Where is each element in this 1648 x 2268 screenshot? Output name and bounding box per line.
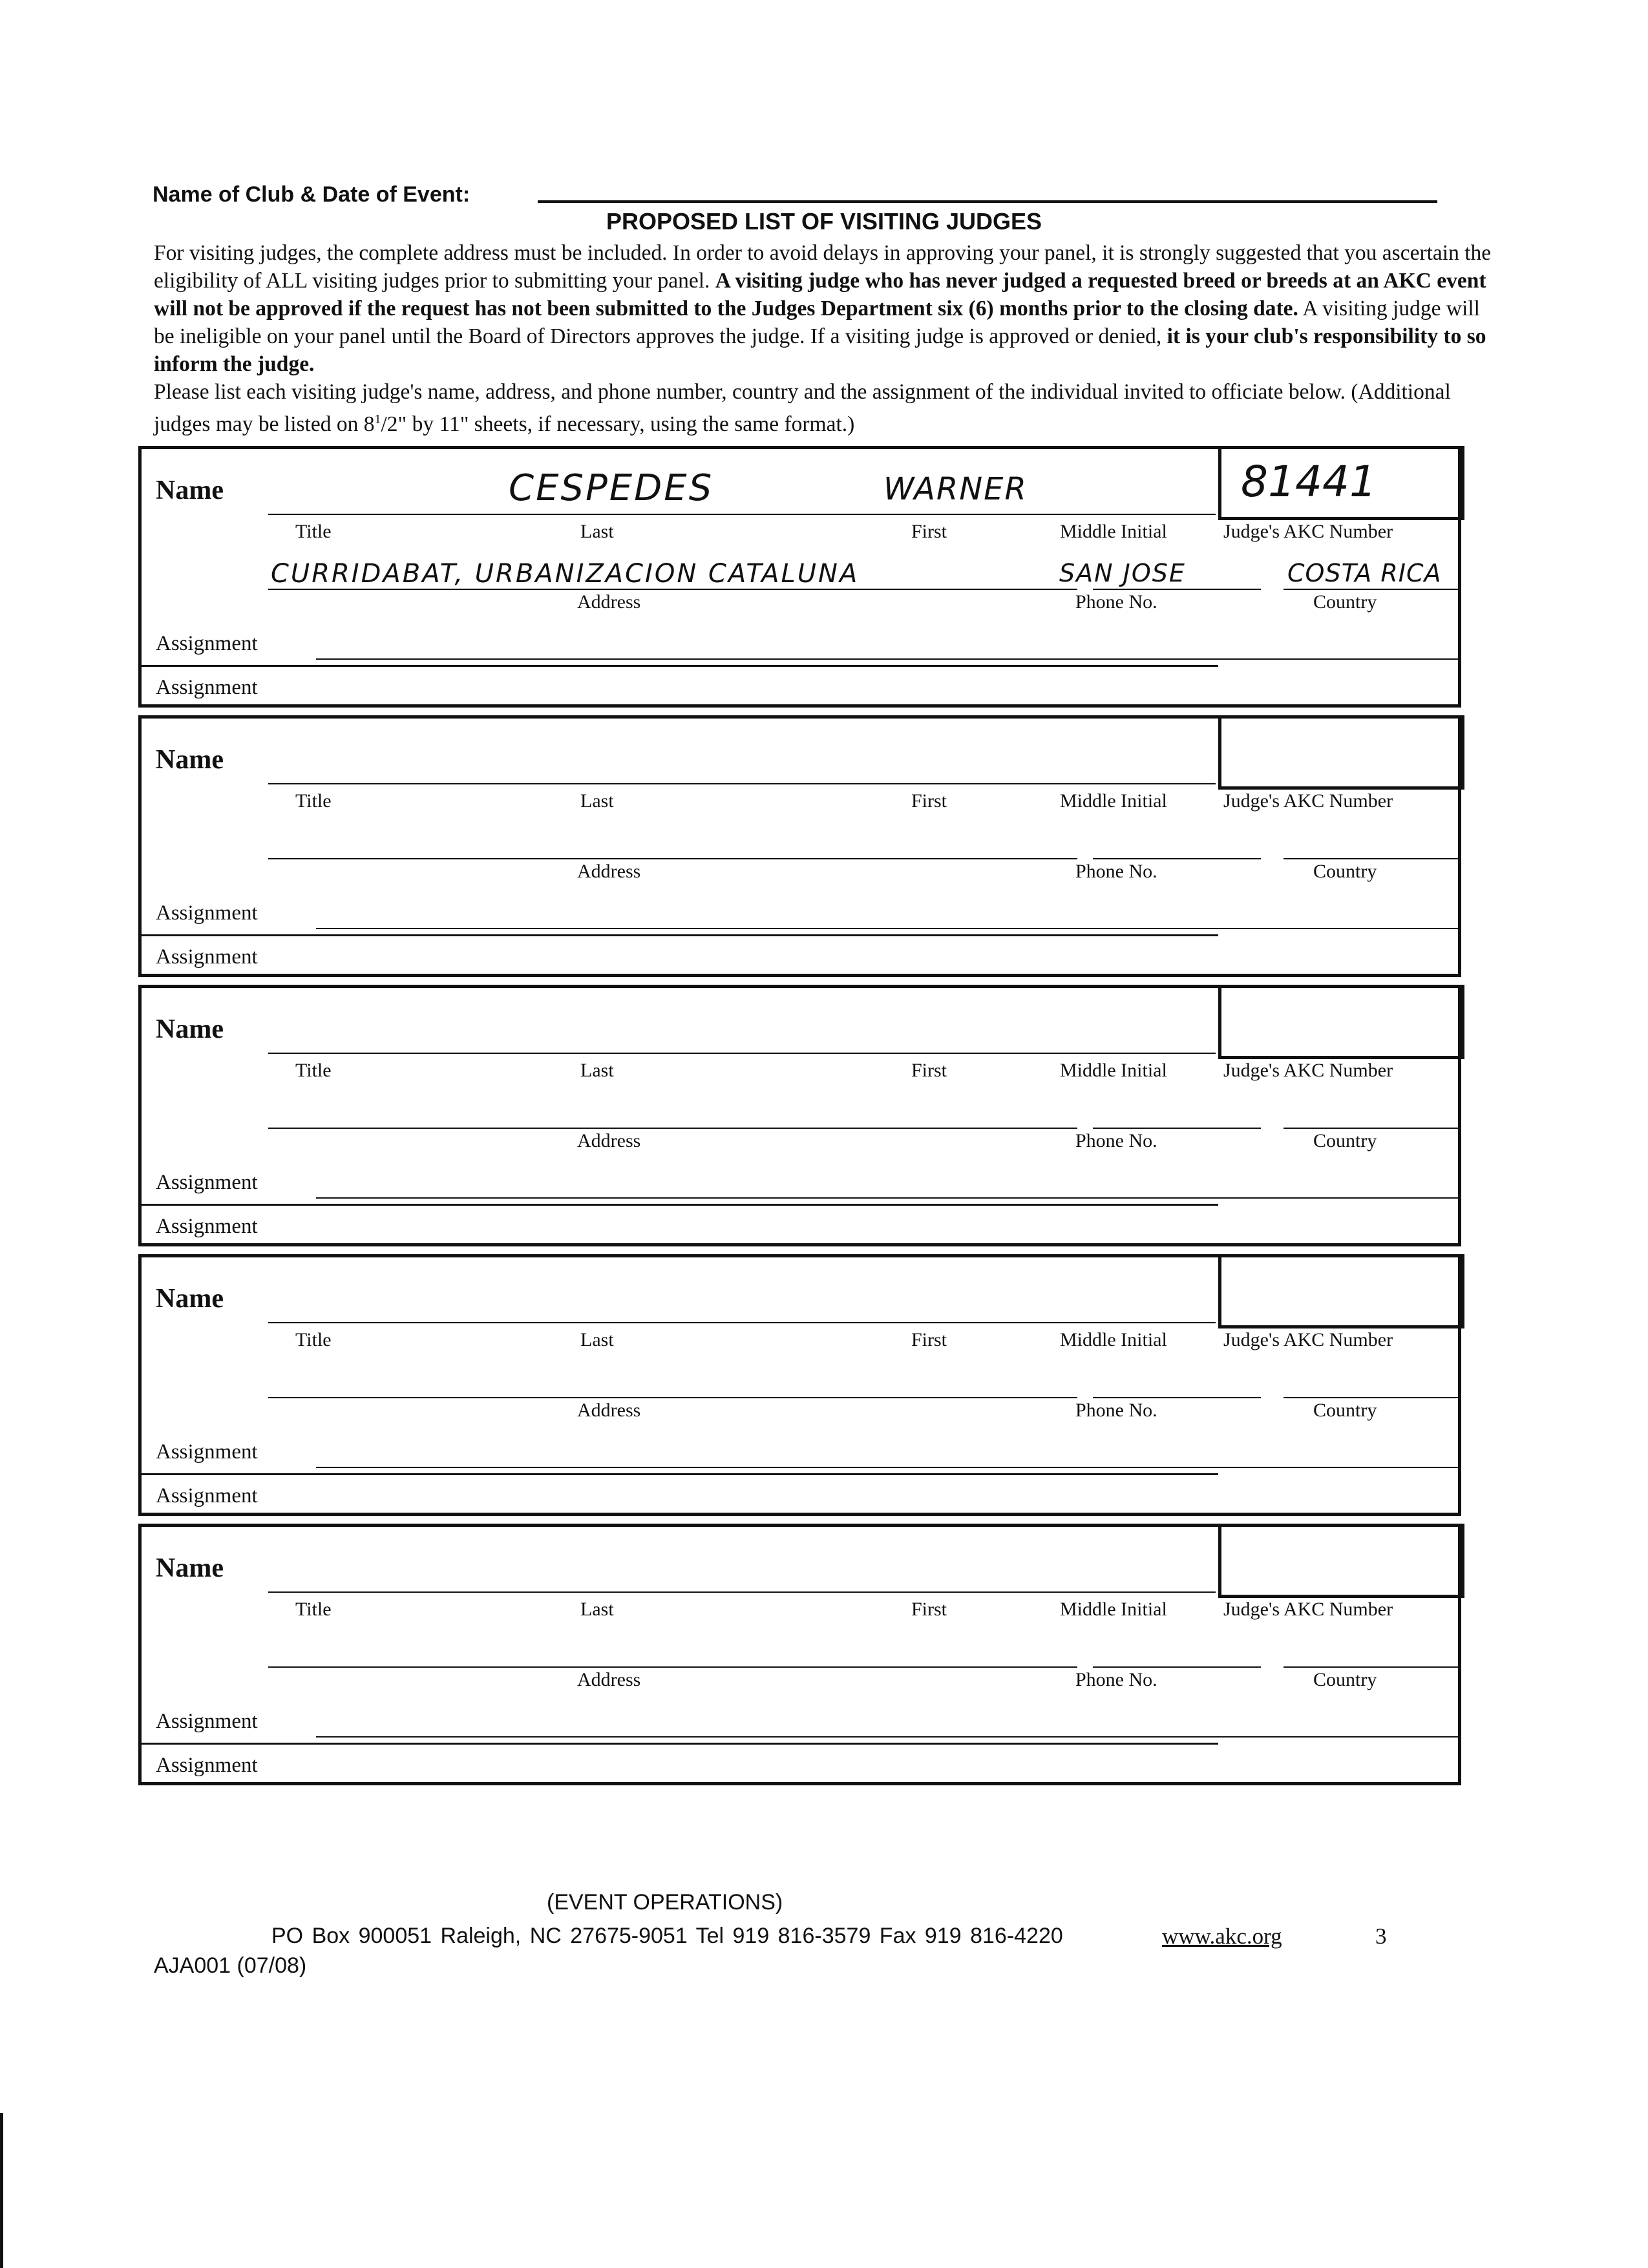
last-caption: Last	[580, 1329, 614, 1350]
first-caption: First	[911, 1329, 947, 1350]
assignment-divider	[142, 1743, 1218, 1745]
club-date-label: Name of Club & Date of Event:	[153, 182, 470, 207]
name-line[interactable]	[268, 1591, 1216, 1593]
judge-panel-1	[138, 446, 1461, 708]
phone-caption: Phone No.	[1075, 1400, 1157, 1421]
country-line[interactable]	[1284, 589, 1459, 590]
akc-number-caption: Judge's AKC Number	[1223, 1060, 1393, 1081]
title-caption: Title	[295, 790, 332, 812]
assignment-divider	[142, 1473, 1218, 1475]
name-label: Name	[156, 476, 224, 505]
country-value: COSTA RICA	[1287, 559, 1442, 587]
name-label: Name	[156, 1014, 224, 1044]
assignment-label: Assignment	[156, 676, 258, 699]
assignment-label: Assignment	[156, 1171, 258, 1194]
akc-number-box[interactable]	[1218, 1254, 1464, 1328]
akc-number-box[interactable]	[1218, 1524, 1464, 1598]
assignment-label: Assignment	[156, 901, 258, 925]
address-line[interactable]	[268, 1397, 1077, 1398]
middle-initial-caption: Middle Initial	[1060, 1060, 1167, 1081]
first-name-value: WARNER	[883, 471, 1028, 507]
assignment-label: Assignment	[156, 632, 258, 655]
country-line[interactable]	[1284, 1666, 1459, 1668]
fraction-numerator: 1	[374, 412, 381, 426]
assignment-line[interactable]	[316, 1197, 1461, 1199]
country-line[interactable]	[1284, 858, 1459, 859]
phone-line[interactable]	[1093, 1128, 1261, 1129]
footer-department: (EVENT OPERATIONS)	[547, 1890, 783, 1915]
address-caption: Address	[577, 861, 641, 882]
address-line[interactable]	[268, 589, 1077, 590]
phone-line[interactable]	[1093, 589, 1261, 590]
judge-panel-2	[138, 715, 1461, 977]
instructions-bold-text: A visiting judge who has never judged a requested breed or breeds at an AKC event will not be approved if the request has not been submitted to the Judges Department six (6) months prior to the closing date.	[154, 269, 1486, 320]
last-caption: Last	[580, 1599, 614, 1620]
middle-initial-caption: Middle Initial	[1060, 1599, 1167, 1620]
first-caption: First	[911, 790, 947, 812]
instructions-text: Please list each visiting judge's name, address, and phone number, country and the assignment of the individual invited to officiate below. (Additional judges may be listed on 8	[154, 380, 1451, 437]
assignment-line[interactable]	[316, 1736, 1461, 1738]
phone-value: SAN JOSE	[1059, 559, 1186, 587]
akc-number-value: 81441	[1241, 457, 1377, 507]
name-line[interactable]	[268, 1322, 1216, 1323]
instructions	[154, 239, 1501, 438]
name-line[interactable]	[268, 514, 1216, 515]
address-line[interactable]	[268, 1128, 1077, 1129]
judge-panel-5	[138, 1524, 1461, 1785]
instructions-paragraph-1	[154, 239, 1501, 378]
akc-number-caption: Judge's AKC Number	[1223, 521, 1393, 542]
country-line[interactable]	[1284, 1397, 1459, 1398]
instructions-text: For visiting judges, the complete address must be included. In order to avoid delays in approving your panel, it is strongly suggested that you ascertain the eligibility of ALL visiting judges prior to submitting your panel.	[154, 241, 1492, 293]
last-caption: Last	[580, 790, 614, 812]
first-caption: First	[911, 1060, 947, 1081]
middle-initial-caption: Middle Initial	[1060, 790, 1167, 812]
country-caption: Country	[1313, 1130, 1377, 1151]
middle-initial-caption: Middle Initial	[1060, 1329, 1167, 1350]
judge-panel-3	[138, 985, 1461, 1246]
assignment-divider	[142, 665, 1218, 667]
assignment-label: Assignment	[156, 1484, 258, 1507]
name-line[interactable]	[268, 783, 1216, 784]
address-line[interactable]	[268, 1666, 1077, 1668]
akc-number-box[interactable]	[1218, 985, 1464, 1059]
instructions-paragraph-2	[154, 378, 1501, 438]
country-caption: Country	[1313, 1400, 1377, 1421]
instructions-bold-text: it is your club's responsibility to so inform the judge.	[154, 324, 1486, 376]
assignment-divider	[142, 934, 1218, 936]
akc-number-caption: Judge's AKC Number	[1223, 1329, 1393, 1350]
phone-caption: Phone No.	[1075, 591, 1157, 613]
document-title: PROPOSED LIST OF VISITING JUDGES	[606, 208, 1042, 235]
akc-number-caption: Judge's AKC Number	[1223, 790, 1393, 812]
middle-initial-caption: Middle Initial	[1060, 521, 1167, 542]
assignment-line[interactable]	[316, 658, 1461, 660]
title-caption: Title	[295, 1599, 332, 1620]
phone-line[interactable]	[1093, 858, 1261, 859]
last-caption: Last	[580, 521, 614, 542]
footer-website-link[interactable]: www.akc.org	[1162, 1924, 1282, 1949]
judge-panel-4	[138, 1254, 1461, 1516]
first-caption: First	[911, 521, 947, 542]
address-caption: Address	[577, 1130, 641, 1151]
phone-caption: Phone No.	[1075, 861, 1157, 882]
last-name-value: CESPEDES	[509, 467, 714, 509]
assignment-label: Assignment	[156, 1754, 258, 1777]
akc-number-box[interactable]	[1218, 715, 1464, 790]
club-date-field[interactable]	[538, 200, 1437, 203]
country-caption: Country	[1313, 861, 1377, 882]
assignment-label: Assignment	[156, 1440, 258, 1464]
assignment-label: Assignment	[156, 945, 258, 969]
assignment-label: Assignment	[156, 1215, 258, 1238]
country-caption: Country	[1313, 1669, 1377, 1690]
assignment-label: Assignment	[156, 1710, 258, 1733]
country-caption: Country	[1313, 591, 1377, 613]
assignment-line[interactable]	[316, 1467, 1461, 1468]
name-label: Name	[156, 1553, 224, 1583]
footer-contact: PO Box 900051 Raleigh, NC 27675-9051 Tel 919 816-3579 Fax 919 816-4220	[271, 1924, 1063, 1948]
instructions-text: A visiting judge will be ineligible on your panel until the Board of Directors approves the judge. If a visiting judge is approved or denied,	[154, 297, 1480, 348]
address-caption: Address	[577, 1400, 641, 1421]
address-line[interactable]	[268, 858, 1077, 859]
title-caption: Title	[295, 1060, 332, 1081]
address-caption: Address	[577, 591, 641, 613]
phone-caption: Phone No.	[1075, 1130, 1157, 1151]
last-caption: Last	[580, 1060, 614, 1081]
assignment-line[interactable]	[316, 928, 1461, 929]
phone-line[interactable]	[1093, 1397, 1261, 1398]
instructions-text: /2" by 11" sheets, if necessary, using the same format.)	[381, 412, 855, 437]
phone-line[interactable]	[1093, 1666, 1261, 1668]
page-number: 3	[1375, 1924, 1387, 1949]
assignment-divider	[142, 1204, 1218, 1206]
phone-caption: Phone No.	[1075, 1669, 1157, 1690]
address-value: CURRIDABAT, URBANIZACION CATALUNA	[271, 559, 860, 589]
akc-number-box[interactable]	[1218, 446, 1464, 520]
title-caption: Title	[295, 521, 332, 542]
name-label: Name	[156, 745, 224, 775]
address-caption: Address	[577, 1669, 641, 1690]
title-caption: Title	[295, 1329, 332, 1350]
scan-edge-mark	[0, 2113, 3, 2268]
name-label: Name	[156, 1284, 224, 1314]
akc-number-caption: Judge's AKC Number	[1223, 1599, 1393, 1620]
country-line[interactable]	[1284, 1128, 1459, 1129]
first-caption: First	[911, 1599, 947, 1620]
name-line[interactable]	[268, 1053, 1216, 1054]
form-code: AJA001 (07/08)	[154, 1953, 307, 1978]
